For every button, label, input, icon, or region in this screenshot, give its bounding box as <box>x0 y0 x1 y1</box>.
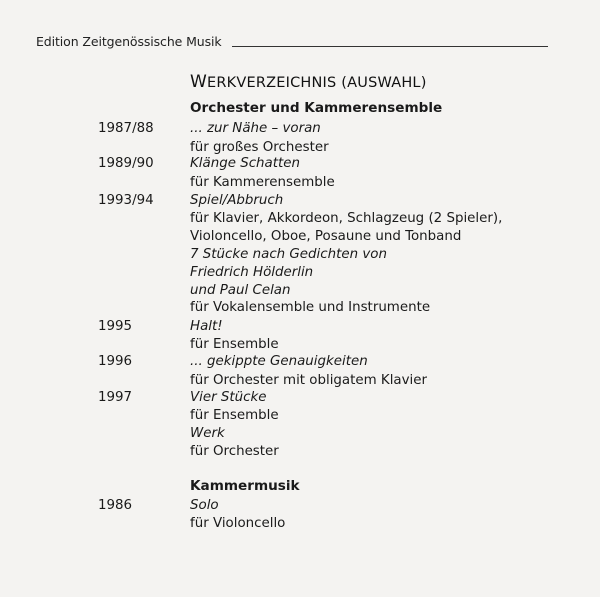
edition-title: Edition Zeitgenössische Musik <box>36 34 222 49</box>
entry-year <box>98 407 188 425</box>
category-heading: Orchester und Kammerensemble <box>190 100 443 116</box>
work-instrumentation: für Klavier, Akkordeon, Schlagzeug (2 Spieler), <box>190 211 503 226</box>
entry-year <box>98 228 188 246</box>
work-instrumentation: für Orchester <box>190 444 279 459</box>
entry-year: 1987/88 <box>98 121 154 136</box>
work-instrumentation: Violoncello, Oboe, Posaune und Tonband <box>190 229 462 244</box>
work-instrumentation: für Ensemble <box>190 337 279 352</box>
entry-year: 1995 <box>98 319 133 334</box>
entry-year <box>98 99 188 117</box>
entry-year <box>98 515 188 533</box>
entry-year <box>98 425 188 443</box>
entry-year <box>98 443 188 461</box>
entry-year <box>98 282 188 300</box>
work-title: Vier Stücke <box>190 390 267 405</box>
entry-year: 1986 <box>98 498 133 513</box>
category-heading: Kammermusik <box>190 478 300 494</box>
work-title: ... zur Nähe – voran <box>190 121 321 136</box>
entry-year <box>98 264 188 282</box>
entry-year: 1996 <box>98 354 133 369</box>
entry-year <box>98 477 188 495</box>
work-instrumentation: für Orchester mit obligatem Klavier <box>190 373 428 388</box>
entry-year <box>98 210 188 228</box>
entry-year: 1993/94 <box>98 193 154 208</box>
work-title: Friedrich Hölderlin <box>190 265 314 280</box>
entry-year <box>98 336 188 354</box>
work-title: Klänge Schatten <box>190 156 300 171</box>
entry-year <box>98 299 188 317</box>
work-title: Solo <box>190 498 219 513</box>
work-title: Halt! <box>190 319 223 334</box>
work-title: und Paul Celan <box>190 283 291 298</box>
entry-year <box>98 174 188 192</box>
work-title: 7 Stücke nach Gedichten von <box>190 247 387 262</box>
work-instrumentation: für Kammerensemble <box>190 175 335 190</box>
entry-year: 1997 <box>98 390 133 405</box>
work-title: ... gekippte Genauigkeiten <box>190 354 368 369</box>
work-title: Werk <box>190 426 225 441</box>
work-title: Spiel/Abbruch <box>190 193 284 208</box>
work-instrumentation: für Violoncello <box>190 516 286 531</box>
work-instrumentation: für Ensemble <box>190 408 279 423</box>
entry-year: 1989/90 <box>98 156 154 171</box>
section-title: WERKVERZEICHNIS (AUSWAHL) <box>190 72 427 92</box>
work-instrumentation: für Vokalensemble und Instrumente <box>190 300 431 315</box>
work-instrumentation: für großes Orchester <box>190 140 329 155</box>
entry-year <box>98 372 188 390</box>
entry-year <box>98 246 188 264</box>
